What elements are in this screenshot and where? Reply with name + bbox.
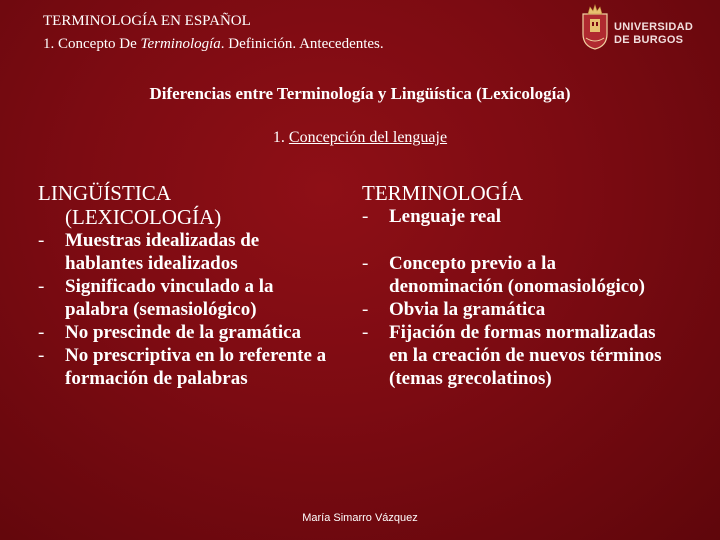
list-item-text: Obvia la gramática [389,299,546,320]
bullet-dash: - [38,230,45,251]
bullet-dash: - [38,345,45,366]
lesson-title-italic: Terminología [140,36,221,52]
author-footer: María Simarro Vázquez [302,512,418,524]
bullet-dash: - [362,206,369,227]
list-item-text: Fijación de formas normalizadas en la creación de nuevos términos (temas grecolatinos) [389,322,662,389]
list-item-text: No prescriptiva en lo referente a formación de palabras [65,345,327,389]
university-logo [578,4,700,56]
linguistics-column [38,181,338,390]
crest-icon [578,4,612,50]
terminology-column [362,181,662,390]
section-heading [0,129,720,147]
list-item-text: Muestras idealizadas de hablantes idealizados [65,230,260,274]
section-number: 1. [272,129,285,146]
slide-header [0,0,720,64]
list-item [38,275,338,321]
lesson-title-prefix: 1. Concepto De [43,36,141,52]
list-item-text: No prescinde de la gramática [65,322,302,343]
list-item-text: Concepto previo a la denominación (onomasiológico) [389,253,645,297]
list-item-text: Lenguaje real [389,206,502,227]
lesson-title [43,36,384,53]
course-title: TERMINOLOGÍA EN ESPAÑOL [43,13,251,29]
bullet-dash: - [362,253,369,274]
bullet-dash: - [362,299,369,320]
list-item [38,321,338,344]
list-item [362,298,662,321]
linguistics-heading-line1: LINGÜÍSTICA [38,181,171,205]
bullet-dash: - [362,322,369,343]
logo-line2: DE BURGOS [614,34,684,46]
linguistics-heading-line2: (LEXICOLOGÍA) [65,205,222,229]
bullet-dash: - [38,276,45,297]
list-item [362,205,662,228]
slide-subtitle: Diferencias entre Terminología y Lingüística (Lexicología) [149,84,571,103]
list-item [38,344,338,390]
terminology-heading: TERMINOLOGÍA [362,181,523,205]
bullet-dash: - [38,322,45,343]
lesson-title-suffix: . Definición. Antecedentes. [220,36,384,52]
linguistics-heading [38,181,338,229]
list-item [362,321,662,390]
list-item [38,229,338,275]
list-item-text: Significado vinculado a la palabra (semasiológico) [65,276,274,320]
section-title: Concepción del lenguaje [288,129,448,146]
list-item [362,252,662,298]
logo-line1: UNIVERSIDAD [614,21,694,33]
